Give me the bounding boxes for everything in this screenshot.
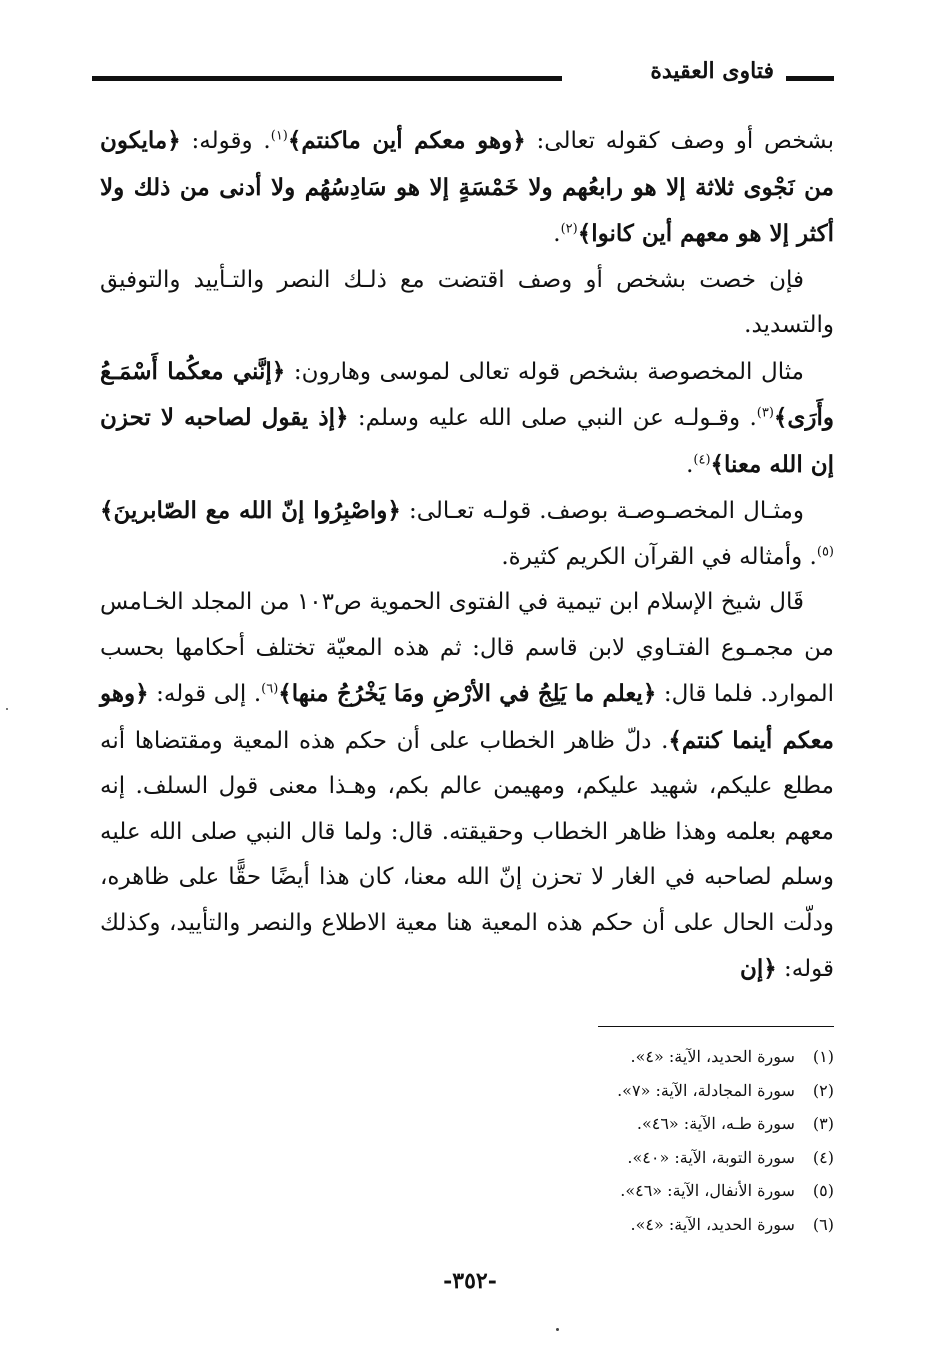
footnote-number: (٦) xyxy=(812,1214,834,1234)
quran-verse: ﴿يعلم ما يَلِجُ في الأرْضِ ومَا يَخْرُجُ منها﴾ xyxy=(278,680,657,707)
footnote-number: (٤) xyxy=(812,1147,834,1167)
footnote-item xyxy=(334,1040,834,1074)
paragraph-1 xyxy=(100,118,834,258)
footnote-ref: (٣) xyxy=(756,405,774,421)
paragraph-3 xyxy=(100,349,834,489)
text-run: ومثـال المخصـوصـة بوصف. قولـه تعـالى: xyxy=(400,498,804,524)
footnote-number: (٣) xyxy=(812,1114,834,1133)
text-run: . xyxy=(686,451,694,478)
quran-verse: ﴿إن xyxy=(739,955,777,982)
margin-speck xyxy=(6,708,8,710)
footnote-item xyxy=(334,1174,834,1208)
text-run: بشخص أو وصف كقوله تعالى: xyxy=(525,128,834,154)
text-run: فإن خصت بشخص أو وصف اقتضت مع ذلـك النصر والتـأييد والتوفيق والتسديد. xyxy=(100,266,834,338)
footnote-number: (٢) xyxy=(812,1080,834,1100)
footnote-number: (٥) xyxy=(812,1181,834,1200)
footnote-ref: (١) xyxy=(270,128,288,144)
header-title: فتاوى العقيدة xyxy=(650,58,774,84)
text-run: . وأمثاله في القرآن الكريم كثيرة. xyxy=(501,543,817,570)
footnote-separator xyxy=(598,1026,834,1027)
footnote-text: سورة الحديد، الآية: «٤». xyxy=(630,1047,795,1066)
footnote-text: سورة الحديد، الآية: «٤». xyxy=(630,1214,795,1234)
quran-verse: ﴿إذ يقول لصاحبه لا تحزن إن الله معنا﴾ xyxy=(100,404,834,478)
footnote-ref: (٥) xyxy=(816,543,834,559)
text-run: . إلى قوله: xyxy=(148,681,262,707)
footnote-item xyxy=(334,1208,834,1242)
main-text xyxy=(100,118,834,993)
text-run: . xyxy=(553,221,561,247)
page-number: -٣٥٢- xyxy=(443,1268,497,1294)
paragraph-5 xyxy=(100,580,834,993)
footnote-ref: (٦) xyxy=(261,681,279,697)
running-header xyxy=(92,52,834,98)
header-rule-long xyxy=(92,76,562,81)
footnote-number: (١) xyxy=(812,1047,834,1066)
header-rule-short xyxy=(786,76,834,81)
text-run: . وقوله: xyxy=(180,128,271,154)
paragraph-4 xyxy=(100,488,834,580)
quran-verse: ﴿وهو معكم أين ماكنتم﴾ xyxy=(287,127,526,154)
paragraph-2 xyxy=(100,258,834,349)
footnote-text: سورة طـه، الآية: «٤٦». xyxy=(636,1114,795,1133)
footnote-ref: (٤) xyxy=(693,451,711,467)
footnote-text: سورة الأنفال، الآية: «٤٦». xyxy=(620,1181,795,1200)
print-speck xyxy=(556,1328,559,1331)
text-run: . دلّ ظاهر الخطاب على أن حكم هذه المعية ومقتضاها أنه مطلع عليكم، شهيد عليكم، ومهيمن عالم بكم، وهـذا معنى قول السلف. إنه معهم بعلمه وهذا ظاهر الخطاب وحقيقته. قال: ولما قال النبي صلى الله عليه وسلم لصاحبه في الغار لا تحزن إنّ الله معنا، كان هذا أيضًا حقًّا على ظاهره، ودلّت الحال على أن حكم هذه المعية هنا معية الاطلاع والنصر والتأييد، وكذلك قوله: xyxy=(100,727,834,982)
text-run: . وقـولـه عن النبي صلى الله عليه وسلم: xyxy=(348,405,757,431)
quran-verse: ﴿إنَّني معكُما أَسْمَـعُ وأَرَى﴾ xyxy=(100,357,834,431)
text-run: قَال شيخ الإسلام ابن تيمية في الفتوى الحموية ص١٠٣ من المجلد الخـامس من مجمـوع الفتـاوي لابن قاسم قال: ثم هذه المعيّة تختلف أحكامها بحسب الموارد. فلما قال: xyxy=(100,589,834,707)
quran-verse: ﴿وهو معكم أينما كنتم﴾ xyxy=(100,680,834,754)
footnote-item xyxy=(334,1141,834,1175)
footnote-item xyxy=(334,1074,834,1108)
footnote-text: سورة المجادلة، الآية: «٧». xyxy=(617,1080,795,1100)
footnote-ref: (٢) xyxy=(560,221,578,237)
quran-verse: ﴿واصْبِرُوا إنّ الله مع الصّابرينَ﴾ xyxy=(100,497,401,524)
footnotes xyxy=(334,1040,834,1241)
footnote-item xyxy=(334,1107,834,1141)
quran-verse: ﴿مايكون من نَجْوى ثلاثة إلا هو رابعُهم ولا خَمْسَةٍ إلا هو سَادِسُهُم ولا أدنى من ذلك ولا أكثر إلا هو معهم أين كانوا﴾ xyxy=(100,127,834,247)
footnote-text: سورة التوبة، الآية: «٤٠». xyxy=(627,1147,795,1167)
text-run: مثال المخصوصة بشخص قوله تعالى لموسى وهارون: xyxy=(285,358,804,385)
